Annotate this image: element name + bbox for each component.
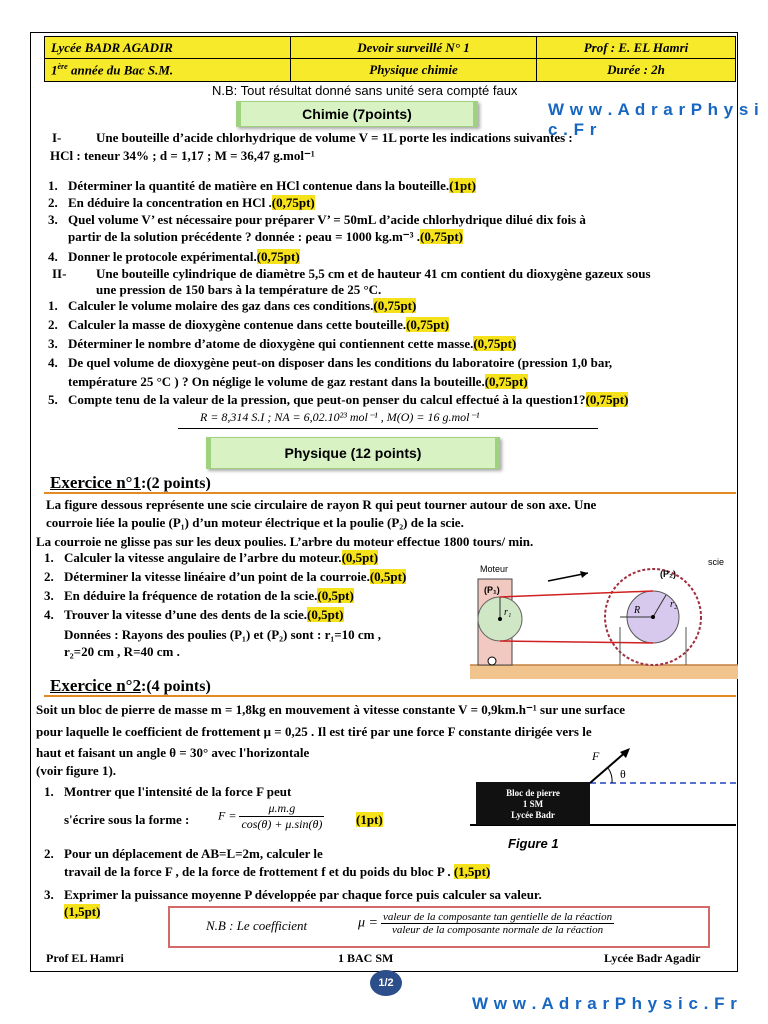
question-text — [64, 588, 354, 604]
ex2-q1-points — [356, 812, 383, 828]
question-text — [64, 569, 406, 585]
question-text — [68, 249, 300, 265]
question-points: (0,5pt) — [341, 550, 379, 565]
question-label: Déterminer la quantité de matière en HCl contenue dans la bouteille. — [68, 178, 450, 193]
ex2-line2: pour laquelle le coefficient de frottement μ = 0,25 . Il est tiré par une force F constante dirigée vers le — [36, 724, 592, 739]
label-F: F — [592, 749, 600, 763]
part1-label: I- — [52, 130, 62, 145]
label-r2: r₂ — [670, 599, 678, 610]
ex2-q3-num: 3. — [44, 887, 54, 902]
label-r1: r₁ — [504, 607, 512, 618]
question-label: Quel volume V’ est nécessaire pour préparer V’ = 50mL d’acide chlorhydrique dilué dix fois à — [68, 212, 586, 227]
physique-tag-label: Physique (12 points) — [284, 445, 422, 461]
part2-label: II- — [52, 266, 67, 281]
ex2-q3: Exprimer la puissance moyenne P développée par chaque force puis calculer sa valeur. — [64, 887, 542, 902]
header-class — [45, 59, 291, 82]
tag-bar-left — [207, 438, 211, 468]
question-points: (1pt) — [449, 178, 476, 193]
question-text — [68, 195, 315, 211]
ex2-q2b — [64, 864, 490, 880]
ex2-q1a: Montrer que l'intensité de la force F peut — [64, 784, 292, 799]
question-text — [68, 298, 416, 314]
footer-center: 1 BAC SM — [338, 951, 394, 965]
formula-frac — [239, 801, 324, 832]
ex1-rule — [44, 492, 736, 494]
nb-formula — [358, 911, 614, 936]
ex1-intro2: courroie liée la poulie (P₁) d’un moteur électrique et la poulie (P₂) de la scie. — [46, 515, 464, 530]
nb-frac — [381, 911, 614, 936]
question-number: 1. — [44, 550, 54, 565]
question-label: En déduire la concentration en HCl . — [68, 195, 272, 210]
question-label: En déduire la fréquence de rotation de la scie. — [64, 588, 318, 603]
question-points: (0,75pt) — [271, 195, 315, 210]
question-points: (0,5pt) — [369, 569, 407, 584]
footer-right: Lycée Badr Agadir — [604, 951, 701, 965]
question-text — [64, 607, 344, 623]
question-points: (0,75pt) — [256, 249, 300, 264]
label-p2: (P₂) — [660, 569, 676, 579]
question-text — [68, 317, 449, 333]
question-text — [68, 229, 463, 245]
nb-den: valeur de la composante normale de la réaction — [391, 924, 604, 936]
ex1-intro1: La figure dessous représente une scie circulaire de rayon R qui peut tourner autour de son axe. Une — [46, 497, 597, 512]
label-theta: θ — [620, 767, 626, 781]
question-points: (0,75pt) — [484, 374, 528, 389]
class-sup: ère — [57, 61, 68, 71]
ex2-title-text: Exercice n°2 — [50, 676, 141, 695]
question-number: 4. — [48, 249, 58, 264]
question-text — [68, 336, 516, 352]
formula-lhs: F = — [218, 808, 237, 823]
question-label: Calculer la masse de dioxygène contenue dans cette bouteille. — [68, 317, 407, 332]
question-label: Trouver la vitesse d’une des dents de la scie. — [64, 607, 308, 622]
question-number: 2. — [44, 569, 54, 584]
question-number: 4. — [48, 355, 58, 370]
physique-tag — [206, 437, 500, 469]
header-prof: Prof : E. EL Hamri — [537, 37, 736, 59]
header-school: Lycée BADR AGADIR — [45, 37, 291, 59]
question-label: Calculer la vitesse angulaire de l’arbre du moteur. — [64, 550, 342, 565]
block-label-2: 1 SM — [522, 799, 544, 809]
question-number: 3. — [48, 336, 58, 351]
figure-saw-pulleys — [470, 557, 738, 687]
question-label: Déterminer le nombre d’atome de dioxygène qui contiennent cette masse. — [68, 336, 474, 351]
block-label-1: Bloc de pierre — [506, 788, 560, 798]
ex2-q1-points-text: (1pt) — [356, 812, 383, 827]
question-number: 4. — [44, 607, 54, 622]
nb-num: valeur de la composante tan gentielle de la réaction — [382, 911, 613, 923]
tag-bar-left — [237, 102, 241, 126]
figure-block — [470, 744, 736, 854]
question-text — [68, 355, 612, 371]
question-text — [68, 374, 528, 390]
label-moteur: Moteur — [480, 564, 509, 574]
question-label: partir de la solution précédente ? donnée : ρeau = 1000 kg.m⁻³ . — [68, 229, 421, 244]
question-text — [68, 392, 628, 408]
label-p1: (P₁) — [484, 585, 500, 595]
ex2-q2-points: (1,5pt) — [453, 864, 491, 879]
ex2-line4: (voir figure 1). — [36, 763, 117, 778]
question-number: 5. — [48, 392, 58, 407]
question-points: (0,5pt) — [317, 588, 354, 603]
chimie-tag-label: Chimie (7points) — [302, 106, 412, 122]
question-points: (0,75pt) — [420, 229, 464, 244]
tag-bar-right — [495, 438, 499, 468]
ex1-data1: Données : Rayons des poulies (P₁) et (P₂) sont : r₁=10 cm , — [64, 627, 381, 642]
part1-data: HCl : teneur 34% ; d = 1,17 ; M = 36,47 g.mol⁻¹ — [50, 148, 315, 163]
ex1-points: :(2 points) — [141, 475, 211, 492]
ex2-points: :(4 points) — [141, 678, 211, 695]
ex2-q1-num: 1. — [44, 784, 54, 799]
ex2-rule — [44, 695, 736, 697]
ex2-q2-num: 2. — [44, 846, 54, 861]
theta-arc — [608, 768, 612, 783]
question-points: (0,75pt) — [473, 336, 517, 351]
question-number: 2. — [48, 195, 58, 210]
ex1-data2: r₂=20 cm , R=40 cm . — [64, 644, 180, 659]
header-title: Devoir surveillé N° 1 — [291, 37, 537, 59]
site-link-bottom[interactable]: W w w . A d r a r P h y s i c . F r — [472, 994, 738, 1013]
question-label: Calculer le volume molaire des gaz dans ces conditions. — [68, 298, 374, 313]
nb-mu: μ = — [358, 915, 378, 931]
ex2-q1-formula — [218, 801, 324, 832]
question-label: Déterminer la vitesse linéaire d’un point de la courroie. — [64, 569, 370, 584]
question-text — [68, 178, 476, 194]
question-number: 3. — [44, 588, 54, 603]
chimie-tag — [236, 101, 478, 127]
ex2-q3-points-text: (1,5pt) — [64, 904, 101, 919]
ex2-title — [50, 676, 211, 696]
question-number: 1. — [48, 298, 58, 313]
ex1-intro3: La courroie ne glisse pas sur les deux poulies. L’arbre du moteur effectue 1800 tours/ min. — [36, 534, 534, 549]
question-text — [64, 550, 378, 566]
constants: R = 8,314 S.I ; NA = 6,02.10²³ mol⁻¹ , M(O) = 16 g.mol⁻¹ — [200, 410, 480, 424]
class-rest: année du Bac S.M. — [67, 62, 174, 78]
site-link-top[interactable]: W w w . A d r a r P h y s i c . F r — [548, 100, 760, 139]
question-number: 2. — [48, 317, 58, 332]
constants-underline — [178, 428, 598, 429]
class-prefix: 1 — [51, 62, 58, 78]
part2-intro2: une pression de 150 bars à la température de 25 °C. — [96, 282, 382, 297]
ex2-q2a: Pour un déplacement de AB=L=2m, calculer le — [64, 846, 323, 861]
ex2-q3-points — [64, 904, 100, 920]
formula-den: cos(θ) + μ.sin(θ) — [241, 817, 323, 831]
question-label: De quel volume de dioxygène peut-on disposer dans les conditions du laboratoire (pression 1,0 bar, — [68, 355, 613, 370]
question-points: (0,75pt) — [406, 317, 450, 332]
question-label: Compte tenu de la valeur de la pression, que peut-on penser du calcul effectué à la question1? — [68, 392, 586, 407]
label-R: R — [634, 605, 641, 616]
ex1-title — [50, 473, 211, 493]
question-label: Donner le protocole expérimental. — [68, 249, 257, 264]
part1-intro: Une bouteille d’acide chlorhydrique de volume V = 1L porte les indications suivantes : — [96, 130, 573, 145]
p2-center — [651, 615, 655, 619]
question-number: 1. — [48, 178, 58, 193]
formula-num: μ.m.g — [239, 801, 324, 817]
question-text — [68, 212, 586, 228]
label-scie: scie — [708, 557, 725, 567]
figure-caption: Figure 1 — [508, 836, 559, 851]
part2-intro1: Une bouteille cylindrique de diamètre 5,5 cm et de hauteur 41 cm contient du dioxygène gazeux sous — [96, 266, 651, 281]
ex1-title-text: Exercice n°1 — [50, 473, 141, 492]
ex2-q1b: s'écrire sous la forme : — [64, 812, 190, 827]
rotation-arrow-head — [580, 571, 588, 578]
nb-label: N.B : Le coefficient — [206, 918, 308, 933]
header-duree: Durée : 2h — [537, 59, 736, 82]
question-number: 3. — [48, 212, 58, 227]
motor-foot — [488, 657, 496, 665]
ex2-line1: Soit un bloc de pierre de masse m = 1,8kg en mouvement à vitesse constante V = 0,9km.h⁻¹ sur une surface — [36, 702, 626, 717]
header-table — [44, 36, 736, 82]
p1-center — [498, 617, 502, 621]
footer-left: Prof EL Hamri — [46, 951, 124, 965]
question-points: (0,5pt) — [307, 607, 344, 622]
nb-notice: N.B: Tout résultat donné sans unité sera compté faux — [212, 83, 518, 98]
ex2-q2b-text: travail de la force F , de la force de frottement f et du poids du bloc P . — [64, 864, 451, 879]
block-label-3: Lycée Badr — [511, 810, 555, 820]
nb-coefficient-box — [168, 906, 710, 948]
question-points: (0,75pt) — [585, 392, 629, 407]
ex2-line3: haut et faisant un angle θ = 30° avec l'horizontale — [36, 745, 310, 760]
page-number-badge: 1/2 — [370, 970, 402, 996]
question-label: température 25 °C ) ? On néglige le volume de gaz restant dans la bouteille. — [68, 374, 485, 389]
header-subject: Physique chimie — [291, 59, 537, 82]
ground — [470, 665, 738, 679]
tag-bar-right — [473, 102, 477, 126]
question-points: (0,75pt) — [373, 298, 417, 313]
